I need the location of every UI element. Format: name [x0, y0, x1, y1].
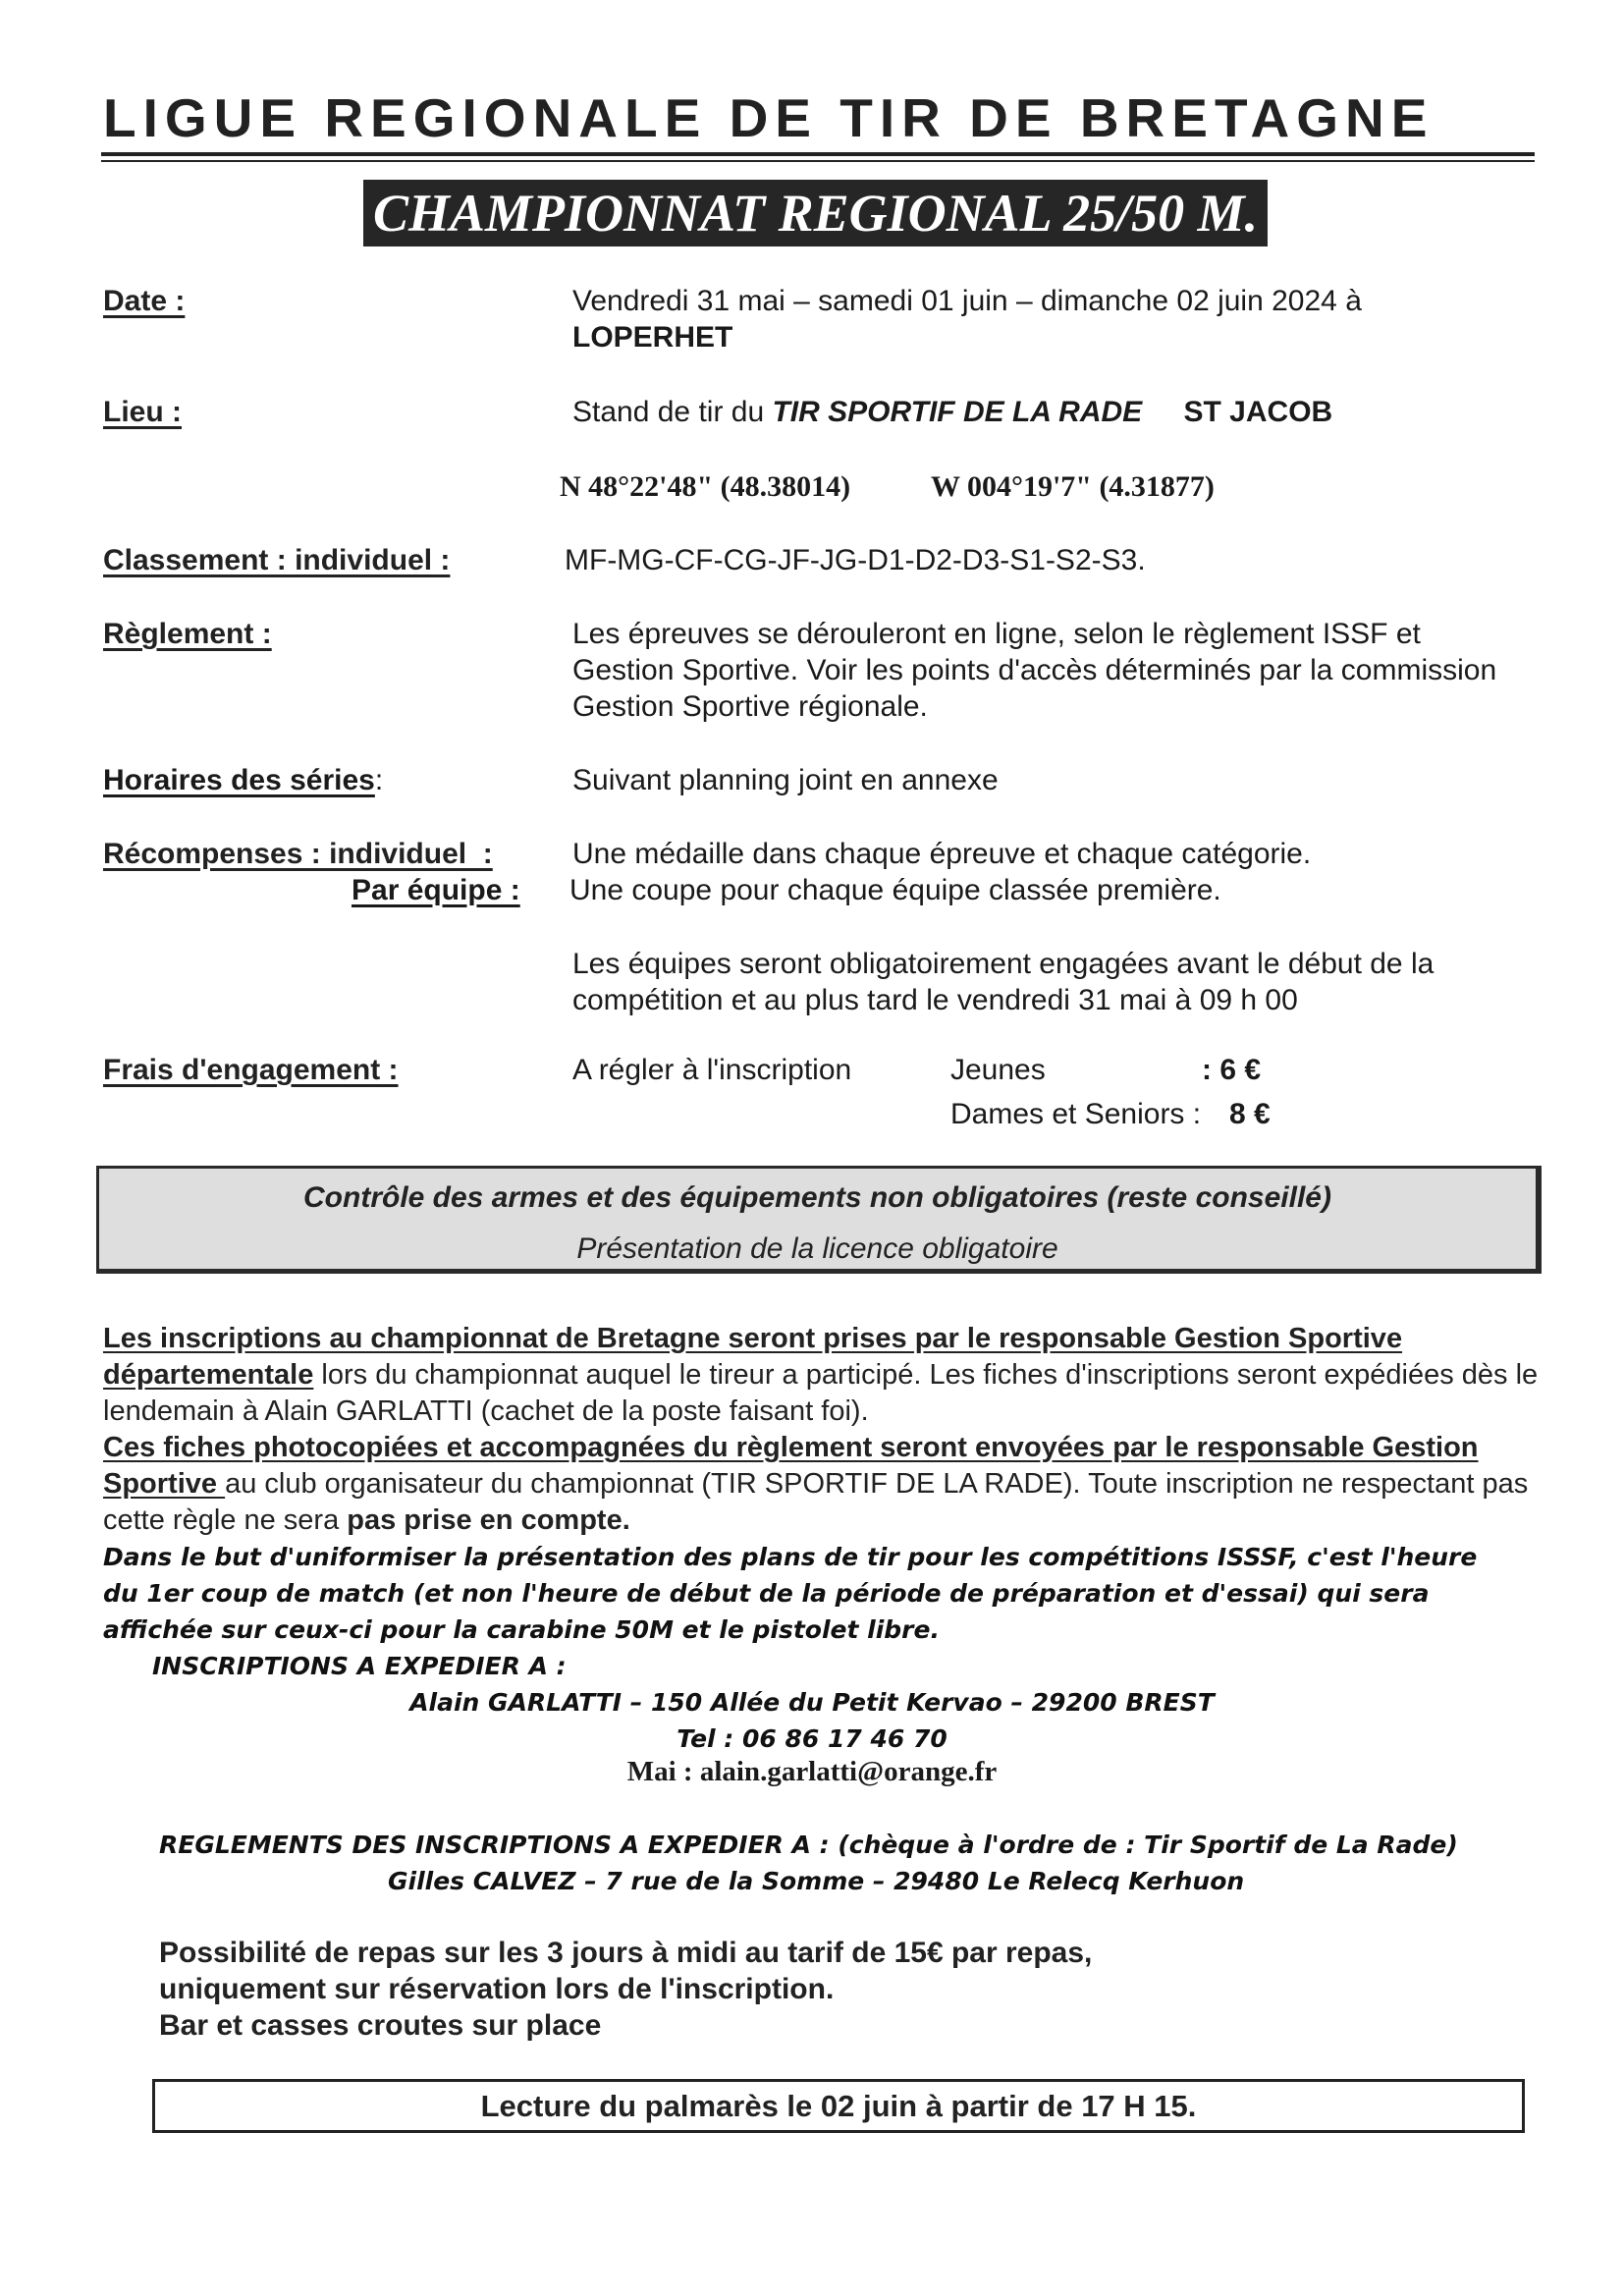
horaires-label: Horaires des séries	[103, 764, 375, 796]
date-label: Date :	[103, 285, 186, 317]
horaires-value: Suivant planning joint en annexe	[572, 764, 999, 796]
palmares-box: Lecture du palmarès le 02 juin à partir de 17 H 15.	[152, 2079, 1525, 2133]
date-place: LOPERHET	[572, 321, 733, 354]
reglements-line-2: Gilles CALVEZ – 7 rue de la Somme – 29480 Le Relecq Kerhuon	[388, 1867, 1245, 1895]
inscriptions-p1-underlined: Les inscriptions au championnat de Bretagne seront prises par le responsable Gestion Sportive départementale	[103, 1323, 1403, 1391]
repas-line-3: Bar et casses croutes sur place	[159, 2009, 602, 2042]
frais-label: Frais d'engagement :	[103, 1054, 399, 1086]
classement-label: Classement : individuel :	[103, 544, 451, 576]
repas-line-1: Possibilité de repas sur les 3 jours à midi au tarif de 15€ par repas,	[159, 1937, 1093, 1969]
equipes-note: Les équipes seront obligatoirement engagées avant le début de la compétition et au plus tard le vendredi 31 mai à 09 h 00	[572, 948, 1435, 1016]
lieu-value	[572, 394, 1515, 430]
notice-line-1: Contrôle des armes et des équipements non obligatoires (reste conseillé)	[303, 1181, 1331, 1214]
notice-line-2: Présentation de la licence obligatoire	[576, 1232, 1058, 1265]
inscriptions-paragraph-2	[103, 1430, 1546, 1539]
telephone: Tel : 06 86 17 46 70	[677, 1724, 947, 1753]
title-rule-thin	[101, 160, 1535, 162]
date-value: Vendredi 31 mai – samedi 01 juin – dimanche 02 juin 2024 à	[572, 285, 1362, 317]
lieu-label: Lieu :	[103, 396, 182, 428]
send-to-label: INSCRIPTIONS A EXPEDIER A :	[152, 1652, 567, 1680]
inscriptions-paragraph-3: Dans le but d'uniformiser la présentation des plans de tir pour les compétitions ISSSF, c'est l'heure du 1er coup de match (et non l'heure de début de la période de préparation et d'essai) qui sera affichée sur ceux-ci pour la carabine 50M et le pistolet libre.	[103, 1543, 1478, 1644]
inscriptions-p2-rest: au club organisateur du championnat (TIR SPORTIF DE LA RADE). Toute inscription ne respectant pas cette règle ne sera	[103, 1468, 1529, 1536]
horaires-colon: :	[374, 764, 384, 796]
reglements-line-1: REGLEMENTS DES INSCRIPTIONS A EXPEDIER A : (chèque à l'ordre de : Tir Sportif de La Rade)	[159, 1831, 1458, 1859]
inscriptions-p1-rest: lors du championnat auquel le tireur a participé. Les fiches d'inscriptions seront expédiées dès le lendemain à Alain GARLATTI (cachet de la poste faisant foi).	[103, 1359, 1539, 1427]
address: Alain GARLATTI – 150 Allée du Petit Kervao – 29200 BREST	[409, 1688, 1215, 1717]
dames-label: Dames et Seniors :	[950, 1098, 1202, 1130]
jeunes-price: : 6 €	[1202, 1054, 1262, 1086]
classement-value: MF-MG-CF-CG-JF-JG-D1-D2-D3-S1-S2-S3.	[565, 544, 1146, 576]
inscriptions-p2-underlined: Ces fiches photocopiées et accompagnées du règlement seront envoyées par le responsable Gestion Sportive	[103, 1432, 1479, 1500]
jeunes-label: Jeunes	[950, 1054, 1046, 1086]
lieu-suffix: ST JACOB	[1183, 396, 1333, 428]
dames-price: 8 €	[1229, 1098, 1271, 1130]
recompenses-value: Une médaille dans chaque épreuve et chaque catégorie.	[572, 838, 1312, 870]
email: Mai : alain.garlatti@orange.fr	[626, 1756, 998, 1787]
page-title: LIGUE REGIONALE DE TIR DE BRETAGNE	[103, 87, 1435, 148]
inscriptions-p2-bold: pas prise en compte.	[347, 1504, 630, 1536]
recompenses-label: Récompenses : individuel :	[103, 838, 493, 870]
lieu-club: TIR SPORTIF DE LA RADE	[772, 396, 1143, 428]
horaires-label-group	[103, 762, 383, 798]
title-rule-thick	[101, 152, 1535, 156]
frais-value: A régler à l'inscription	[572, 1054, 852, 1086]
lieu-prefix: Stand de tir du	[572, 396, 765, 428]
coord-north: N 48°22'48" (48.38014)	[560, 470, 851, 503]
reglement-label: Règlement :	[103, 618, 272, 650]
coord-west: W 004°19'7" (4.31877)	[931, 470, 1215, 503]
page-subtitle: CHAMPIONNAT REGIONAL 25/50 M.	[363, 180, 1268, 246]
inscriptions-paragraph-1	[103, 1321, 1546, 1430]
equipe-label: Par équipe :	[352, 874, 520, 906]
repas-line-2: uniquement sur réservation lors de l'inscription.	[159, 1973, 835, 2005]
notice-box	[96, 1166, 1542, 1274]
reglement-value: Les épreuves se dérouleront en ligne, selon le règlement ISSF et Gestion Sportive. Voir les points d'accès déterminés par la commission Gestion Sportive régionale.	[572, 618, 1497, 723]
equipe-value: Une coupe pour chaque équipe classée première.	[569, 874, 1221, 906]
